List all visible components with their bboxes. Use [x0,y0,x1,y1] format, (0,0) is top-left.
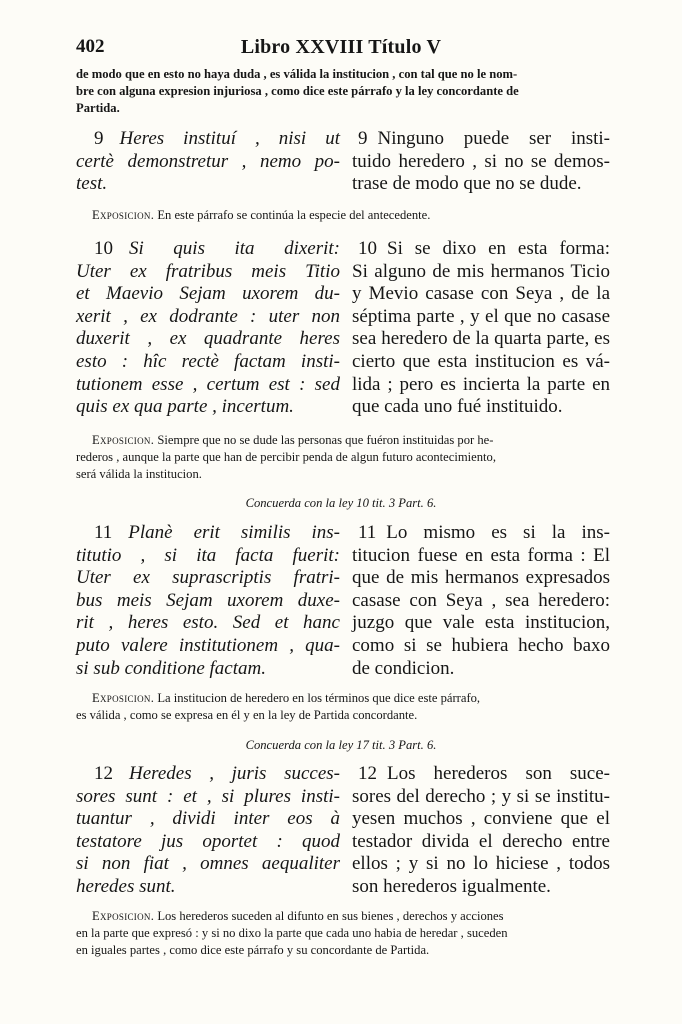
exposition-label: Exposicion. [92,909,155,923]
latin-line: xerit , ex dodrante : uter non [76,305,340,327]
exposition-line: En este párrafo se continúa la especie del antecedente. [157,208,431,222]
latin-line: testatore jus oportet : quod [76,830,340,852]
latin-line: certè demonstretur , nemo po- [76,150,340,172]
spanish-text [352,522,610,680]
latin-line: si non fiat , omnes aequaliter [76,853,340,875]
latin-line: puto valere institutionem , qua- [76,634,340,656]
spanish-line: tuido heredero , si no se demos- [352,150,610,172]
note-line: de modo que en esto no haya duda , es válida la institucion , con tal que no le nom- [76,67,518,81]
spanish-line: sores del derecho ; y si se institu- [352,785,610,807]
latin-line: Uter ex suprascriptis fratri- [76,567,340,589]
spanish-line: como si se hubiera hecho baxo [352,634,610,656]
exposition-9 [76,207,606,224]
spanish-line: lida ; pero es incierta la parte en [352,373,610,395]
latin-text [76,763,340,899]
note-line: bre con alguna expresion injuriosa , como dice este párrafo y la ley concordante de [76,84,519,98]
latin-line: et Maevio Sejam uxorem du- [76,283,340,305]
latin-line: quis ex qua parte , incertum. [76,396,294,418]
spanish-line: cierto que esta institucion es vá- [352,350,610,372]
spanish-line: yesen muchos , conviene que el [352,808,610,830]
note-line: Partida. [76,101,120,115]
latin-line: tuantur , dividi inter eos à [76,808,340,830]
latin-text [76,128,340,196]
paragraph-number: 10 [94,238,113,259]
running-title: Libro XXVIII Título V [240,36,442,58]
paragraph-number: 9 [358,128,368,149]
spanish-text [352,763,610,899]
concordance-note: Concuerda con la ley 17 tit. 3 Part. 6. [245,738,437,752]
exposition-line: en iguales partes , como dice este párrafo y su concordante de Partida. [76,943,430,957]
latin-line: Heres instituí , nisi ut [119,128,340,149]
latin-line: Heredes , juris succes- [129,763,340,784]
latin-text [76,238,340,419]
exposition-line: Los herederos suceden al difunto en sus bienes , derechos y acciones [157,909,504,923]
latin-line: tutionem esse , certum est : sed [76,373,340,395]
spanish-line: sea heredero de la quarta parte, es [352,328,610,350]
page-number: 402 [76,36,105,57]
spanish-line: Los herederos son suce- [387,763,610,784]
latin-line: esto : hîc rectè factam insti- [76,350,340,372]
spanish-line: y Mevio casase con Seya , de la [352,283,610,305]
latin-line: sores sunt : et , si plures insti- [76,785,340,807]
exposition-line: Siempre que no se dude las personas que fuéron instituidas por he- [157,433,494,447]
latin-line: si sub conditione factam. [76,657,266,679]
latin-line: heredes sunt. [76,875,176,897]
paragraph-number: 12 [94,763,113,784]
spanish-text [352,238,610,419]
paragraph-number: 12 [358,763,377,784]
exposition-label: Exposicion. [92,433,155,447]
spanish-line: casase con Seya , sea heredero: [352,589,610,611]
latin-line: Si quis ita dixerit: [129,238,340,259]
latin-text [76,522,340,680]
spanish-line: que cada uno fué instituido. [352,396,563,418]
exposition-line: será válida la institucion. [76,467,202,481]
latin-line: test. [76,173,108,195]
spanish-line: juzgo que vale esta institucion, [352,612,610,634]
paragraph-number: 10 [358,238,377,259]
concordance-note: Concuerda con la ley 10 tit. 3 Part. 6. [245,496,437,510]
paragraph-number: 9 [94,128,104,149]
spanish-line: Ninguno puede ser insti- [377,128,610,149]
spanish-line: son herederos igualmente. [352,875,551,897]
exposition-line: La institucion de heredero en los términos que dice este párrafo, [157,691,481,705]
exposition-label: Exposicion. [92,691,155,705]
spanish-text [352,128,610,196]
spanish-line: séptima parte , y el que no casase [352,305,610,327]
exposition-10 [76,432,606,483]
top-continuation-note [76,66,606,117]
latin-line: Planè erit similis ins- [128,522,340,543]
spanish-line: ellos ; y si no lo hiciese , todos [352,853,610,875]
spanish-line: Si se dixo en esta forma: [387,238,610,259]
latin-line: Uter ex fratribus meis Titio [76,260,340,282]
exposition-12 [76,908,606,959]
page-header [76,36,606,58]
latin-line: duxerit , ex quadrante heres [76,328,340,350]
exposition-line: rederos , aunque la parte que han de percibir penda de algun futuro acontecimiento, [76,450,496,464]
spanish-line: trase de modo que no se dude. [352,173,582,195]
latin-line: rit , heres esto. Sed et hanc [76,612,340,634]
exposition-line: es válida , como se expresa en él y en la ley de Partida concordante. [76,708,418,722]
spanish-line: Lo mismo es si la ins- [386,522,610,543]
latin-line: titutio , si ita facta fuerit: [76,544,340,566]
paragraph-number: 11 [94,522,113,543]
latin-line: bus meis Sejam uxorem duxe- [76,589,340,611]
exposition-label: Exposicion. [92,208,155,222]
spanish-line: que de mis hermanos expresados [352,567,610,589]
exposition-line: en la parte que expresó : y si no dixo la parte que cada uno habia de heredar , suceden [76,926,508,940]
spanish-line: de condicion. [352,657,455,679]
spanish-line: titucion fuese en esta forma : El [352,544,610,566]
paragraph-number: 11 [358,522,377,543]
exposition-11 [76,690,606,724]
spanish-line: Si alguno de mis hermanos Ticio [352,260,610,282]
spanish-line: testador divida el derecho entre [352,830,610,852]
